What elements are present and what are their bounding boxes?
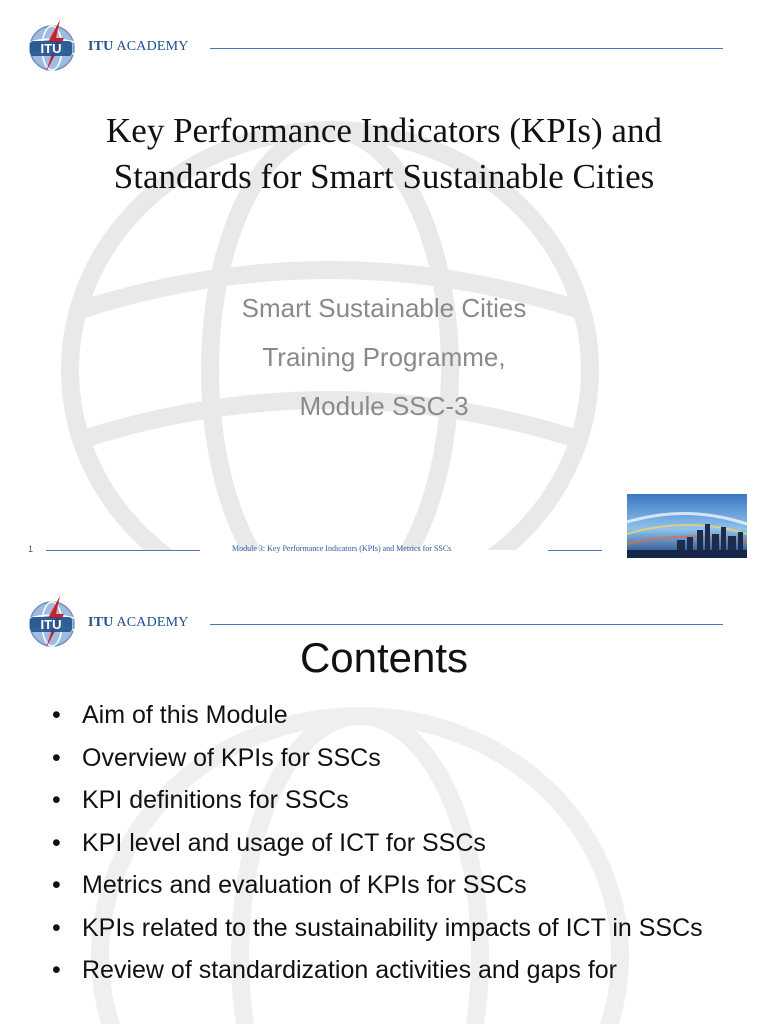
slide-title: Contents [299, 634, 469, 681]
list-item: • KPI level and usage of ICT for SSCs [52, 826, 742, 860]
subtitle-line: Smart Sustainable Cities [241, 293, 527, 323]
itu-logo [26, 18, 82, 74]
bullet-icon: • [52, 743, 61, 772]
itu-academy-wordmark: ITU ACADEMY [88, 615, 189, 630]
slide-title: Key Performance Indicators (KPIs) and Standards for Smart Sustainable Cities [106, 111, 662, 196]
page-number: 1 [28, 544, 34, 554]
bullet-icon: • [52, 956, 61, 984]
header-divider [210, 48, 723, 49]
list-item: • KPIs related to the sustainability impacts of ICT in SSCs [52, 911, 742, 945]
header-divider [210, 624, 723, 625]
list-item: • Overview of KPIs for SSCs [52, 741, 742, 775]
contents-list [52, 698, 742, 996]
slide-subtitle [60, 284, 708, 431]
itu-academy-wordmark: ITU ACADEMY [88, 39, 189, 54]
footer-divider-left [46, 550, 200, 551]
footer-divider-right [548, 550, 602, 551]
list-item: • Metrics and evaluation of KPIs for SSCs [52, 868, 742, 902]
contents-slide [0, 576, 768, 1024]
bullet-icon: • [52, 786, 61, 814]
city-skyline-image [627, 494, 747, 558]
itu-globe-logo-icon [26, 18, 82, 74]
footer-module-label: Module 3: Key Performance Indicators (KPIs) and Metrics for SSCs [232, 544, 452, 553]
list-item: • Review of standardization activities and gaps for [52, 953, 742, 987]
bullet-icon: • [52, 913, 61, 942]
svg-text:ITU: ITU [40, 41, 62, 56]
subtitle-line: Module SSC-3 [299, 391, 469, 421]
list-item: • KPI definitions for SSCs [52, 783, 742, 817]
subtitle-line: Training Programme, [262, 342, 506, 372]
svg-text:ITU: ITU [40, 617, 62, 632]
list-item: • Aim of this Module [52, 698, 742, 732]
bullet-icon: • [52, 871, 61, 899]
bullet-icon: • [52, 701, 61, 729]
bullet-icon: • [52, 828, 61, 857]
